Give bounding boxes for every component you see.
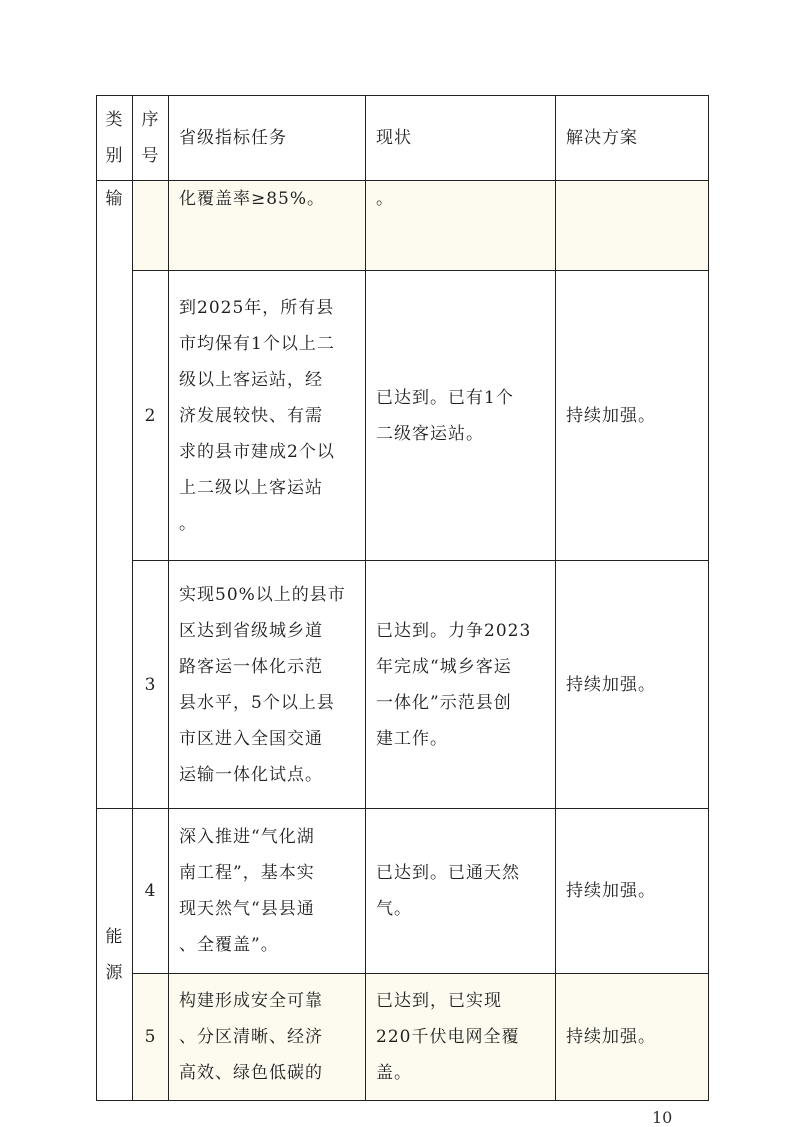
indicator-table [96, 95, 709, 1101]
header-solution: 解决方案 [556, 96, 709, 181]
status-cell: 已达到。力争2023 年完成“城乡客运 一体化”示范县创 建工作。 [366, 561, 556, 809]
solution-cell: 持续加强。 [556, 271, 709, 561]
solution-cell: 持续加强。 [556, 561, 709, 809]
seq-cell: 4 [133, 809, 169, 974]
header-task: 省级指标任务 [169, 96, 366, 181]
seq-cell: 5 [133, 974, 169, 1101]
table-row [97, 271, 709, 561]
table-row [97, 974, 709, 1101]
table-row [97, 181, 709, 271]
task-cell: 构建形成安全可靠 、分区清晰、经济 高效、绿色低碳的 [169, 974, 366, 1101]
task-cell: 化覆盖率≥85%。 [169, 181, 366, 271]
task-cell: 深入推进“气化湖 南工程”，基本实 现天然气“县县通 、全覆盖”。 [169, 809, 366, 974]
header-row [97, 96, 709, 181]
task-cell: 实现50%以上的县市 区达到省级城乡道 路客运一体化示范 县水平，5个以上县 市区进入全国交通 运输一体化试点。 [169, 561, 366, 809]
seq-cell: 2 [133, 271, 169, 561]
solution-cell: 持续加强。 [556, 809, 709, 974]
seq-cell: 3 [133, 561, 169, 809]
table-row [97, 561, 709, 809]
table-row [97, 809, 709, 974]
header-status: 现状 [366, 96, 556, 181]
solution-cell: 持续加强。 [556, 974, 709, 1101]
seq-cell [133, 181, 169, 271]
status-cell: 已达到。已有1个 二级客运站。 [366, 271, 556, 561]
header-seq: 序 号 [133, 96, 169, 181]
page-number: 10 [652, 1108, 673, 1127]
task-cell: 到2025年，所有县 市均保有1个以上二 级以上客运站，经 济发展较快、有需 求的县市建成2个以 上二级以上客运站 。 [169, 271, 366, 561]
status-cell: 已达到，已实现 220千伏电网全覆 盖。 [366, 974, 556, 1101]
status-cell: 已达到。已通天然 气。 [366, 809, 556, 974]
solution-cell [556, 181, 709, 271]
category-cell-energy: 能 源 [97, 809, 133, 1101]
status-cell: 。 [366, 181, 556, 271]
header-category: 类 别 [97, 96, 133, 181]
category-cell-transport: 输 [97, 181, 133, 809]
